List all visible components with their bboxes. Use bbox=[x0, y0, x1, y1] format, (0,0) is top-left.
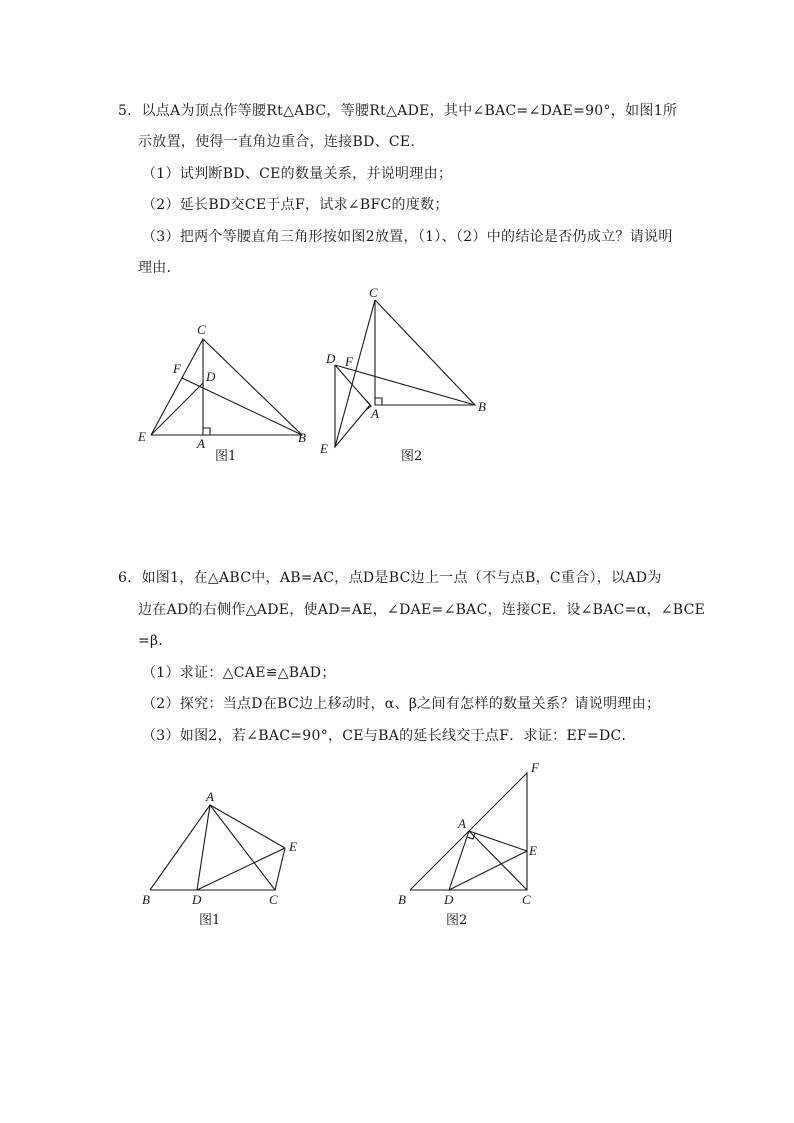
p5-figure-1 bbox=[130, 315, 330, 450]
label-e: E bbox=[138, 429, 146, 444]
label-c: C bbox=[197, 322, 206, 337]
label-c: C bbox=[269, 892, 278, 907]
p6-question-1: （1）求证：△CAE≌△BAD； bbox=[142, 665, 336, 681]
label-f: F bbox=[531, 760, 539, 775]
p5-figure-2-caption: 图2 bbox=[401, 449, 423, 464]
segment-de bbox=[197, 848, 285, 890]
triangle-cab bbox=[375, 300, 475, 405]
label-d: D bbox=[192, 892, 202, 907]
label-d: D bbox=[326, 351, 336, 366]
p5-question-1: （1）试判断BD、CE的数量关系，并说明理由； bbox=[142, 166, 453, 182]
p5-line-2: 示放置，使得一直角边重合，连接BD、CE． bbox=[138, 134, 425, 150]
p6-question-3: （3）如图2，若∠BAC=90°，CE与BA的延长线交于点F．求证：EF=DC． bbox=[142, 728, 636, 744]
label-b: B bbox=[398, 892, 406, 907]
label-f: F bbox=[345, 354, 353, 369]
label-c: C bbox=[369, 285, 378, 300]
p5-question-3: （3）把两个等腰直角三角形按如图2放置，（1）、（2）中的结论是否仍成立？请说明 bbox=[142, 229, 673, 245]
segment-ae bbox=[210, 805, 285, 848]
label-e: E bbox=[529, 843, 537, 858]
segment-bf bbox=[182, 378, 302, 435]
label-d: D bbox=[444, 892, 454, 907]
triangle-dae bbox=[335, 365, 370, 447]
right-angle-mark bbox=[203, 428, 210, 435]
segment-ac bbox=[469, 831, 527, 890]
label-b: B bbox=[142, 892, 150, 907]
triangle-abc bbox=[150, 805, 275, 890]
right-angle-mark bbox=[375, 398, 382, 405]
p6-line-2: 边在AD的右侧作△ADE，使AD=AE，∠DAE=∠BAC，连接CE．设∠BAC=α，∠BCE bbox=[138, 602, 706, 618]
segment-ad bbox=[197, 805, 210, 890]
p5-question-2: （2）延长BD交CE于点F，试求∠BFC的度数； bbox=[142, 197, 449, 213]
p6-question-2: （2）探究：当点D在BC边上移动时，α、β之间有怎样的数量关系？请说明理由； bbox=[142, 696, 661, 712]
p6-figure-2 bbox=[395, 755, 555, 910]
p6-figure-1-caption: 图1 bbox=[199, 913, 221, 928]
segment-ec bbox=[335, 300, 375, 447]
label-f: F bbox=[173, 361, 181, 376]
label-a: A bbox=[206, 789, 214, 804]
label-a: A bbox=[197, 436, 205, 451]
p6-figure-1 bbox=[135, 785, 315, 910]
p5-figure-1-caption: 图1 bbox=[215, 449, 237, 464]
p5-line-1: 5．以点A为顶点作等腰Rt△ABC，等腰Rt△ADE，其中∠BAC=∠DAE=90°，如图1所 bbox=[118, 103, 678, 119]
p5-figure-2 bbox=[315, 285, 490, 455]
label-c: C bbox=[522, 892, 531, 907]
label-d: D bbox=[206, 369, 216, 384]
p6-figure-2-caption: 图2 bbox=[446, 913, 468, 928]
label-a: A bbox=[458, 816, 466, 831]
p5-question-3-cont: 理由． bbox=[138, 260, 181, 276]
label-b: B bbox=[478, 399, 486, 414]
segment-ce bbox=[275, 848, 285, 890]
segment-ed bbox=[151, 383, 203, 435]
label-a: A bbox=[371, 406, 379, 421]
p6-line-1: 6．如图1，在△ABC中，AB=AC，点D是BC边上一点（不与点B，C重合），以AD为 bbox=[118, 570, 662, 586]
label-b: B bbox=[298, 430, 306, 445]
triangle-ecb bbox=[151, 339, 302, 435]
segment-db bbox=[335, 365, 475, 405]
label-e: E bbox=[289, 839, 297, 854]
segment-ae bbox=[469, 831, 527, 851]
label-e: E bbox=[320, 441, 328, 456]
p6-line-3: =β． bbox=[138, 633, 173, 649]
